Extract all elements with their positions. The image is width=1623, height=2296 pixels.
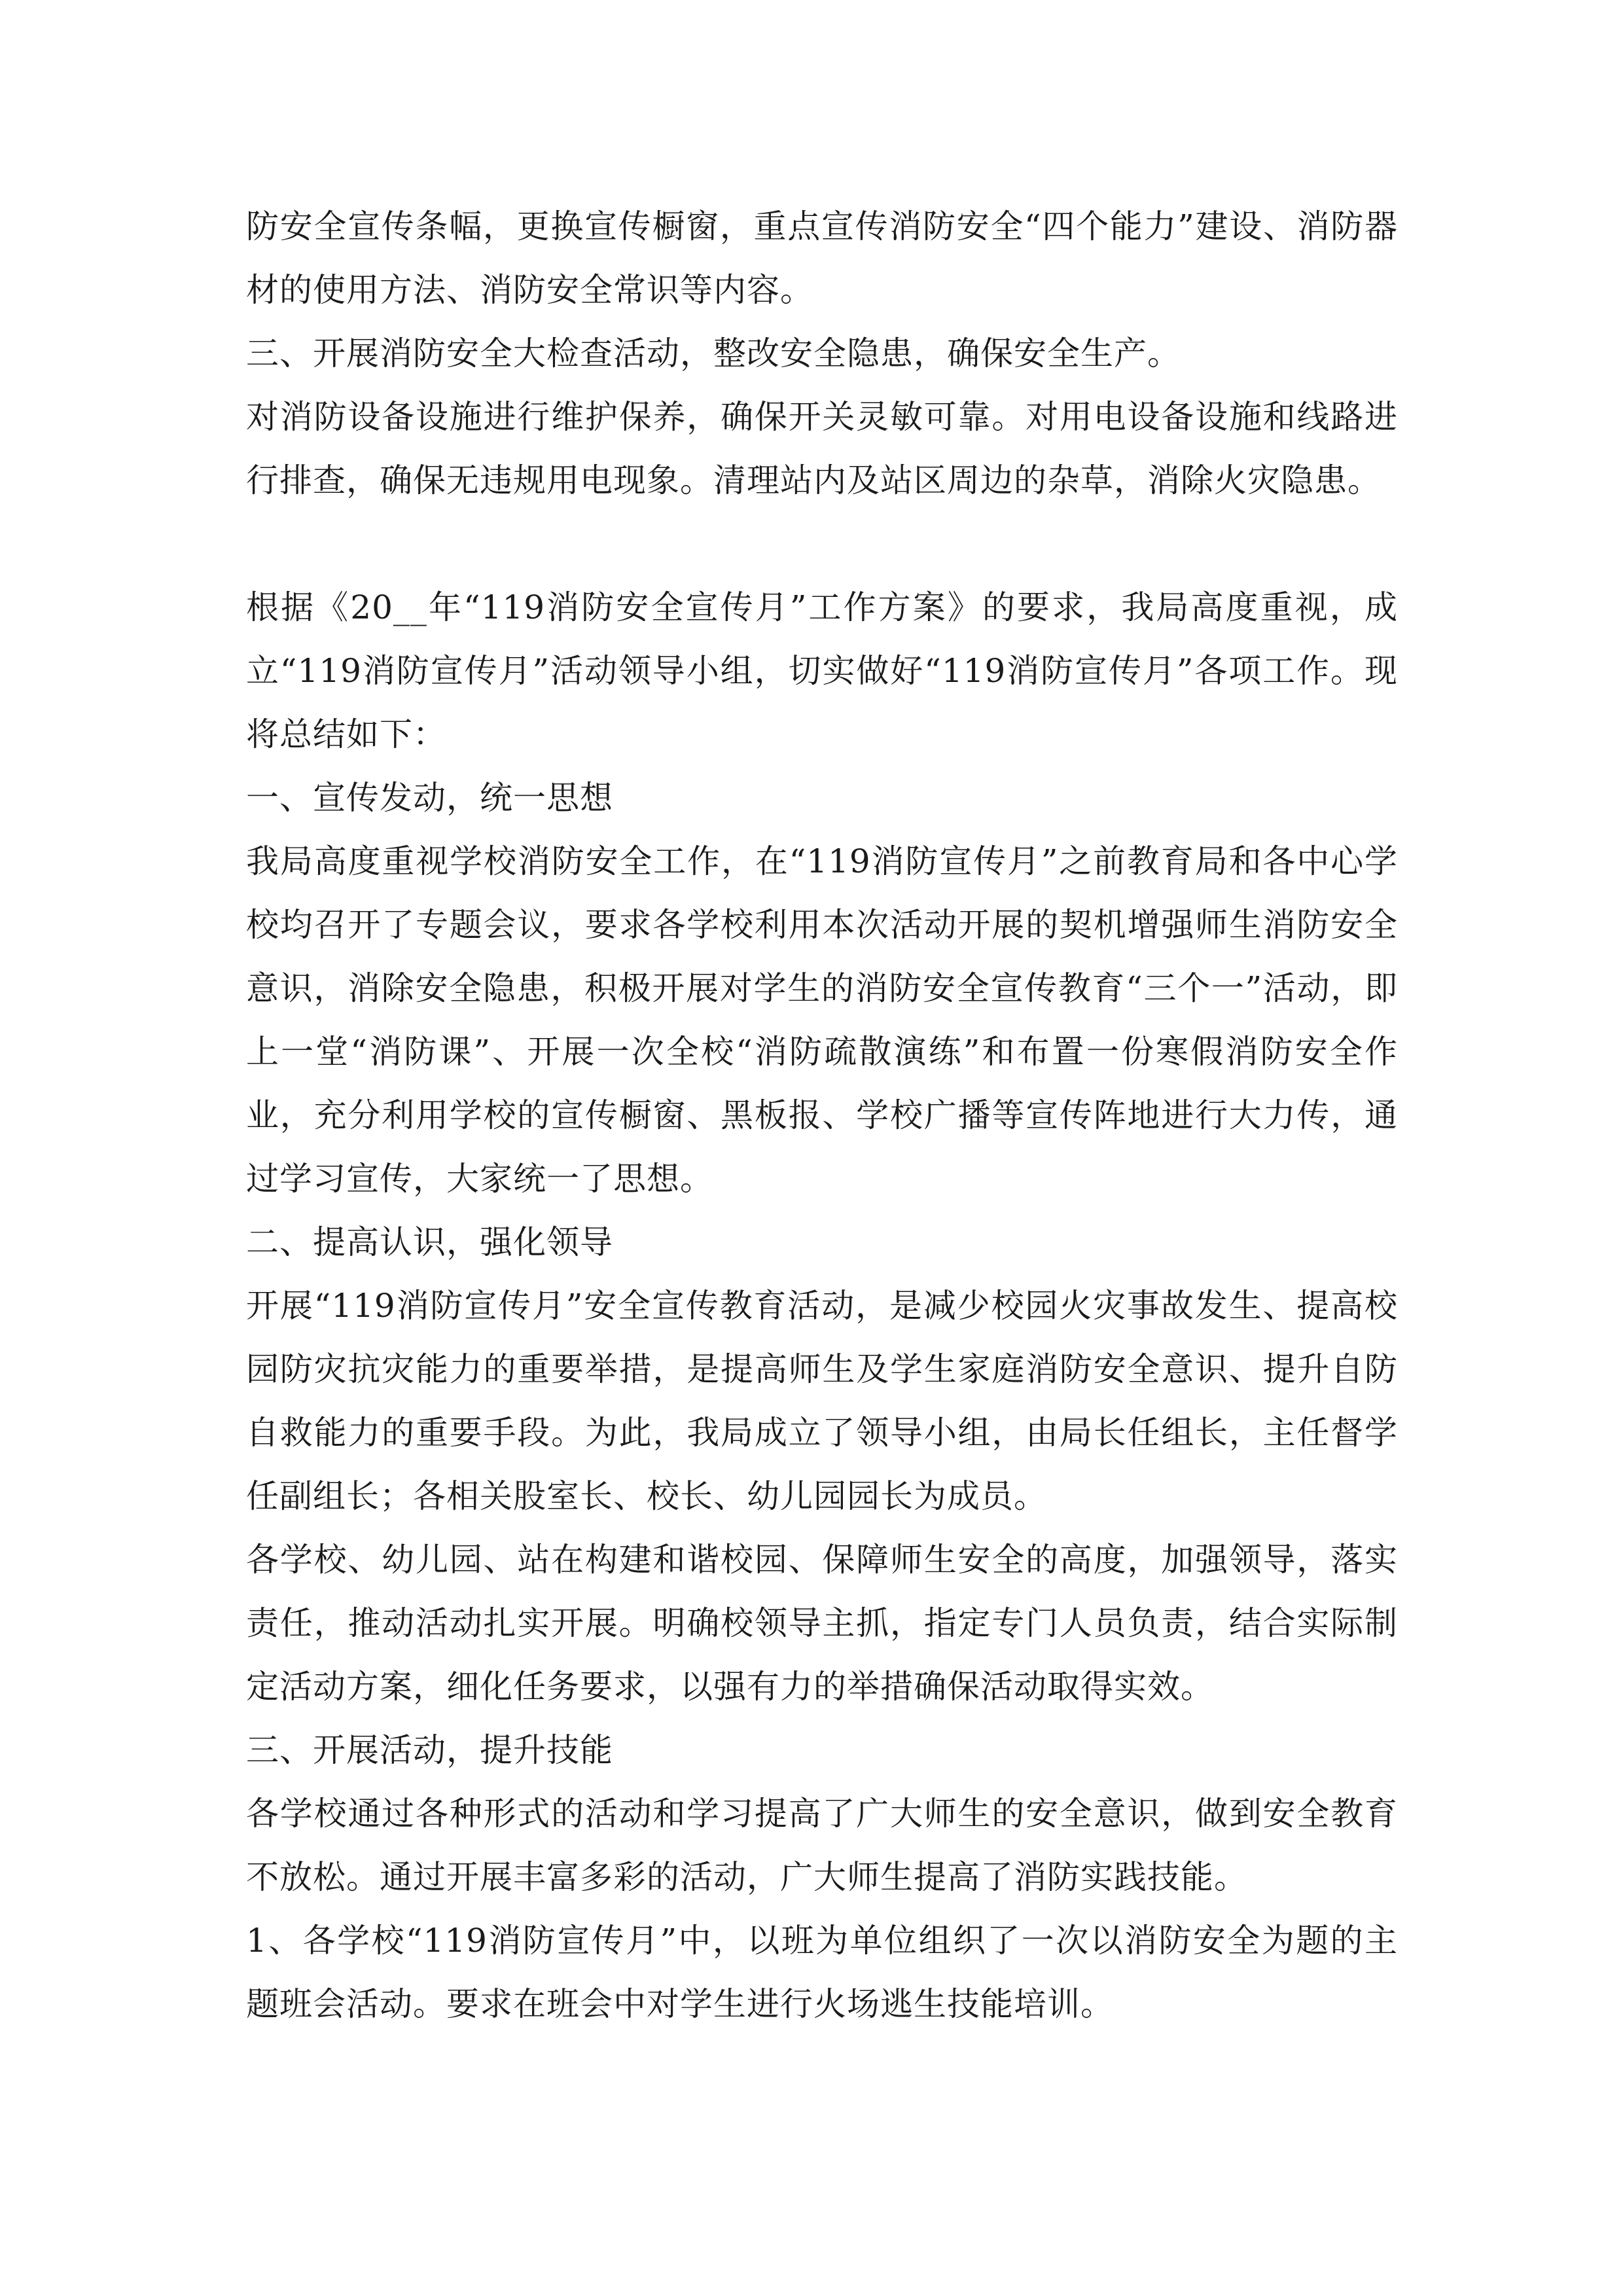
- section-heading: 三、开展活动，提升技能: [246, 1731, 613, 1769]
- document-body: [246, 195, 1398, 2036]
- paragraph: 各学校通过各种形式的活动和学习提高了广大师生的安全意识，做到安全教育不放松。通过开展丰富多彩的活动，广大师生提高了消防实践技能。: [246, 1795, 1398, 1896]
- section-heading: 二、提高认识，强化领导: [246, 1223, 613, 1261]
- paragraph: 防安全宣传条幅，更换宣传橱窗，重点宣传消防安全“四个能力”建设、消防器材的使用方法、消防安全常识等内容。: [246, 207, 1398, 309]
- paragraph: 各学校、幼儿园、站在构建和谐校园、保障师生安全的高度，加强领导，落实责任，推动活动扎实开展。明确校领导主抓，指定专门人员负责，结合实际制定活动方案，细化任务要求，以强有力的举措确保活动取得实效。: [246, 1541, 1398, 1706]
- paragraph: 根据《20__年“119消防安全宣传月”工作方案》的要求，我局高度重视，成立“119消防宣传月”活动领导小组，切实做好“119消防宣传月”各项工作。现将总结如下：: [246, 588, 1398, 753]
- section-heading: 一、宣传发动，统一思想: [246, 779, 613, 817]
- block-gap: [246, 512, 1398, 576]
- paragraph: 开展“119消防宣传月”安全宣传教育活动，是减少校园火灾事故发生、提高校园防灾抗灾能力的重要举措，是提高师生及学生家庭消防安全意识、提升自防自救能力的重要手段。为此，我局成立了领导小组，由局长任组长，主任督学任副组长；各相关股室长、校长、幼儿园园长为成员。: [246, 1287, 1398, 1515]
- paragraph: 我局高度重视学校消防安全工作，在“119消防宣传月”之前教育局和各中心学校均召开了专题会议，要求各学校利用本次活动开展的契机增强师生消防安全意识，消除安全隐患，积极开展对学生的消防安全宣传教育“三个一”活动，即上一堂“消防课”、开展一次全校“消防疏散演练”和布置一份寒假消防安全作业，充分利用学校的宣传橱窗、黑板报、学校广播等宣传阵地进行大力传，通过学习宣传，大家统一了思想。: [246, 842, 1398, 1198]
- paragraph: 对消防设备设施进行维护保养，确保开关灵敏可靠。对用电设备设施和线路进行排查，确保无违规用电现象。清理站内及站区周边的杂草，消除火灾隐患。: [246, 398, 1398, 499]
- paragraph: 1、各学校“119消防宣传月”中，以班为单位组织了一次以消防安全为题的主题班会活动。要求在班会中对学生进行火场逃生技能培训。: [246, 1922, 1398, 2023]
- section-heading: 三、开展消防安全大检查活动，整改安全隐患，确保安全生产。: [246, 334, 1181, 372]
